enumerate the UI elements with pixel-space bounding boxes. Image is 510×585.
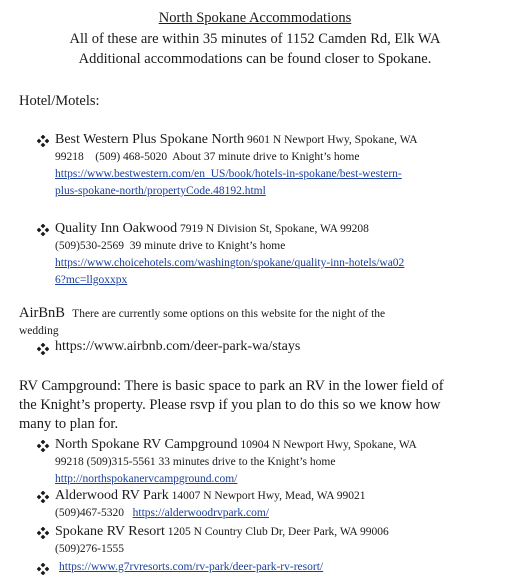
hotel-drive-note: About 37 minute drive to Knight’s home: [172, 151, 360, 163]
hotel-zip: 99218: [55, 151, 84, 163]
rv-name: North Spokane RV Campground: [55, 437, 238, 452]
hotel-drive-note: 39 minute drive to Knight’s home: [129, 240, 286, 252]
hotel-entry-quality-inn: [55, 220, 495, 289]
rv-phone: (509)276-1555: [55, 543, 124, 555]
rv-entry-north-spokane: [55, 436, 495, 488]
rv-link[interactable]: https://www.g7rvresorts.com/rv-park/deer-park-rv-resort/: [59, 561, 324, 573]
rv-details: 99218 (509)315-5561 33 minutes drive to the Knight’s home: [55, 456, 336, 468]
hotel-link[interactable]: https://www.choicehotels.com/washington/spokane/quality-inn-hotels/wa02: [55, 257, 405, 269]
rv-name: Spokane RV Resort: [55, 524, 165, 539]
airbnb-note: There are currently some options on this website for the night of the: [72, 308, 386, 320]
diamond-bullet-icon: [37, 343, 49, 355]
hotel-link-cont[interactable]: plus-spokane-north/propertyCode.48192.html: [55, 185, 266, 197]
airbnb-section: [19, 305, 494, 340]
diamond-bullet-icon: [37, 563, 49, 575]
hotel-name: Quality Inn Oakwood: [55, 221, 178, 236]
hotel-address: 7919 N Division St, Spokane, WA 99208: [179, 223, 369, 235]
diamond-bullet-icon: [37, 135, 49, 147]
airbnb-url[interactable]: https://www.airbnb.com/deer-park-wa/stays: [55, 339, 301, 354]
rv-entry-spokane-resort: [55, 523, 495, 558]
rv-para-line: the Knight’s property. Please rsvp if you plan to do this so we know how: [19, 397, 441, 413]
diamond-bullet-icon: [37, 527, 49, 539]
diamond-bullet-icon: [37, 224, 49, 236]
diamond-bullet-icon: [37, 440, 49, 452]
hotel-address: 9601 N Newport Hwy, Spokane, WA: [247, 134, 418, 146]
rv-entry-alderwood: [55, 487, 495, 522]
rv-link[interactable]: https://alderwoodrvpark.com/: [132, 507, 269, 519]
hotel-link[interactable]: https://www.bestwestern.com/en_US/book/hotels-in-spokane/best-western-: [55, 168, 402, 180]
rv-address: 10904 N Newport Hwy, Spokane, WA: [240, 439, 417, 451]
rv-address: 1205 N Country Club Dr, Deer Park, WA 99006: [167, 526, 389, 538]
hotel-entry-best-western: [55, 131, 495, 200]
hotels-heading: Hotel/Motels:: [19, 93, 100, 109]
diamond-bullet-icon: [37, 491, 49, 503]
hotel-link-cont[interactable]: 6?mc=llgoxxpx: [55, 274, 128, 286]
subtitle-additional: Additional accommodations can be found closer to Spokane.: [78, 51, 432, 67]
rv-section-paragraph: [19, 377, 494, 434]
subtitle-distance: All of these are within 35 minutes of 1152 Camden Rd, Elk WA: [69, 31, 441, 47]
hotel-phone: (509) 468-5020: [95, 151, 168, 163]
rv-address: 14007 N Newport Hwy, Mead, WA 99021: [171, 490, 366, 502]
rv-para-line: many to plan for.: [19, 416, 119, 432]
rv-para-line: RV Campground: There is basic space to park an RV in the lower field of: [19, 378, 444, 394]
airbnb-heading: AirBnB: [19, 305, 65, 321]
page-title: North Spokane Accommodations: [158, 10, 352, 26]
rv-phone: (509)467-5320: [55, 507, 124, 519]
hotel-name: Best Western Plus Spokane North: [55, 132, 245, 147]
rv-resort-link-row: [59, 559, 499, 576]
rv-name: Alderwood RV Park: [55, 488, 169, 503]
rv-link[interactable]: http://northspokanervcampground.com/: [55, 473, 238, 485]
airbnb-note-cont: wedding: [19, 325, 59, 337]
hotel-phone: (509)530-2569: [55, 240, 124, 252]
